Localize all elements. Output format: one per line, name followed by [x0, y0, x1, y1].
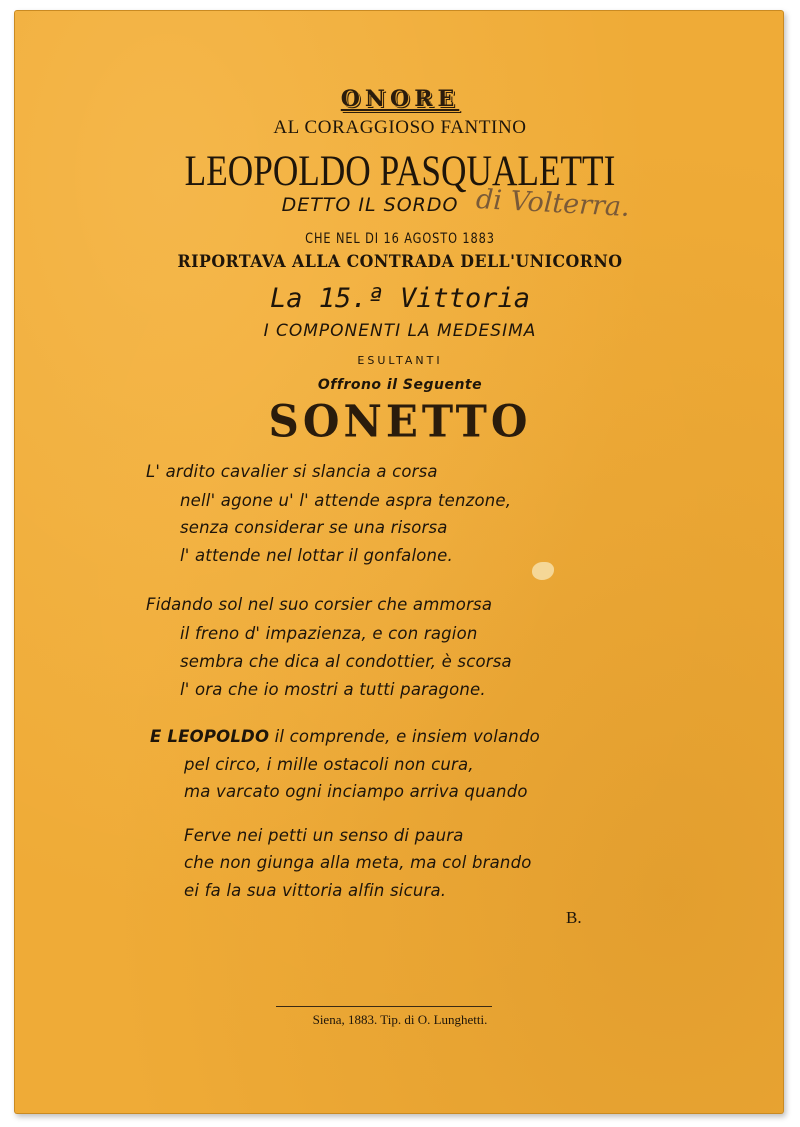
sonnet-line: il freno d' impazienza, e con ragion: [180, 624, 478, 643]
sonnet-line: pel circo, i mille ostacoli non cura,: [184, 755, 474, 774]
sonnet-line: Ferve nei petti un senso di paura: [184, 826, 464, 845]
nickname-line: DETTO IL SORDO: [281, 194, 459, 216]
sonnet-line: ei fa la sua vittoria alfin sicura.: [184, 881, 447, 900]
sonnet-line: nell' agone u' l' attende aspra tenzone,: [180, 491, 512, 510]
sonnet-line: [150, 727, 540, 746]
sonnet-line: che non giunga alla meta, ma col brando: [184, 853, 532, 872]
sonnet-line: ma varcato ogni inciampo arriva quando: [184, 782, 528, 801]
exulting-line: ESULTANTI: [357, 354, 443, 367]
victory-line: La 15.ª Vittoria: [269, 283, 531, 314]
printer-imprint: Siena, 1883. Tip. di O. Lunghetti.: [312, 1012, 488, 1027]
sonnet-line: l' attende nel lottar il gonfalone.: [180, 546, 453, 565]
onore-heading: ONORE: [340, 86, 460, 112]
imprint-rule: [276, 1006, 492, 1007]
sonnet-line: L' ardito cavalier si slancia a corsa: [146, 462, 438, 481]
sonnet-line: senza considerar se una risorsa: [180, 518, 448, 537]
dedication-line: AL CORAGGIOSO FANTINO: [273, 117, 527, 138]
sonnet-line-rest: il comprende, e insiem volando: [269, 727, 540, 746]
sonnet-title: SONETTO: [268, 395, 532, 448]
members-line: I COMPONENTI LA MEDESIMA: [263, 321, 537, 341]
date-line: CHE NEL DI 16 AGOSTO 1883: [305, 231, 495, 247]
offering-line: Offrono il Seguente: [317, 377, 483, 393]
jockey-name: LEOPOLDO PASQUALETTI: [184, 148, 616, 195]
sonnet-line: l' ora che io mostri a tutti paragone.: [180, 680, 486, 699]
handwritten-note: di Volterra.: [475, 183, 631, 224]
signature-initial: B.: [566, 908, 582, 927]
leopoldo-name: E LEOPOLDO: [150, 727, 270, 746]
sonnet-line: sembra che dica al condottier, è scorsa: [180, 652, 512, 671]
contrada-line: RIPORTAVA ALLA CONTRADA DELL'UNICORNO: [177, 252, 623, 272]
sonnet-line: Fidando sol nel suo corsier che ammorsa: [146, 595, 493, 614]
